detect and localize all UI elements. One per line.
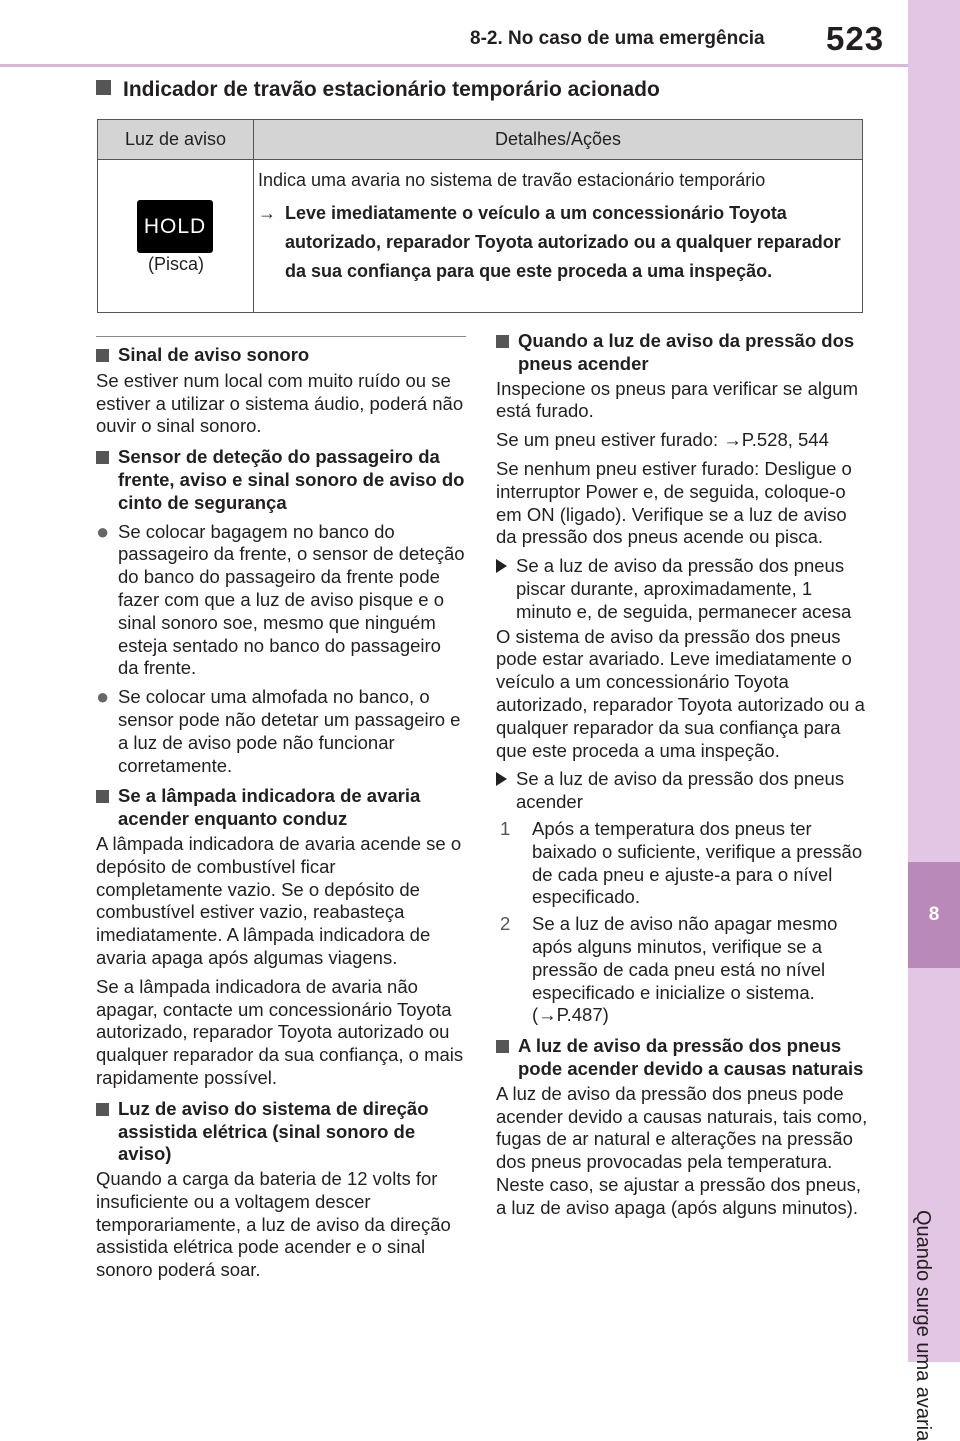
numbered-step: 1 Após a temperatura dos pneus ter baixado o suficiente, verifique a pressão de cada pneu e ajuste-a para o nível especificado. xyxy=(500,817,863,908)
square-bullet-icon xyxy=(96,349,109,362)
right-column xyxy=(496,322,868,1225)
warning-table xyxy=(97,119,863,313)
square-bullet-icon xyxy=(96,1103,109,1116)
paragraph: Inspecione os pneus para verificar se algum está furado. xyxy=(496,377,858,422)
chapter-title-text: Quando surge uma avaria xyxy=(912,1210,934,1441)
chapter-tab xyxy=(908,0,960,1362)
main-heading xyxy=(96,78,660,102)
paragraph: A lâmpada indicadora de avaria acende se o depósito de combustível ficar completamente vazio. Se o depósito de combustível estiver vazio, reabasteça imediatamente. A lâmpada indicadora de avaria apaga após algumas viagens. xyxy=(96,832,462,968)
subheading: Sinal de aviso sonoro xyxy=(96,344,466,368)
arrow-icon: → xyxy=(258,203,276,223)
square-bullet-icon xyxy=(496,335,509,348)
numbered-step: 2 Se a luz de aviso não apagar mesmo após alguns minutos, verifique se a pressão de cada pneu está no nível especificado e inicialize o sistema. (→P.487) xyxy=(500,913,838,1026)
list-item: Se a luz de aviso da pressão dos pneus piscar durante, aproximadamente, 1 minuto e, de seguida, permanecer acesa xyxy=(496,555,868,623)
header-rule xyxy=(0,64,908,67)
subheading: A luz de aviso da pressão dos pneus pode acender devido a causas naturais xyxy=(496,1035,868,1081)
paragraph: Quando a carga da bateria de 12 volts for insuficiente ou a voltagem descer temporariamente, a luz de aviso da direção assistida elétrica pode acender e o sinal sonoro poderá soar. xyxy=(96,1168,451,1281)
action-item xyxy=(258,199,856,286)
page-number: 523 xyxy=(826,20,885,57)
paragraph: Se a lâmpada indicadora de avaria não apagar, contacte um concessionário Toyota autorizado, reparador Toyota autorizado ou qualquer reparador da sua confiança, o mais rapidamente possível. xyxy=(96,975,464,1088)
subheading: Luz de aviso do sistema de direção assistida elétrica (sinal sonoro de aviso) xyxy=(96,1098,466,1166)
subheading: Se a lâmpada indicadora de avaria acender enquanto conduz xyxy=(96,785,466,831)
paragraph: Se estiver num local com muito ruído ou se estiver a utilizar o sistema áudio, poderá não ouvir o sinal sonoro. xyxy=(96,369,464,437)
square-bullet-icon xyxy=(96,451,109,464)
section-title: 8-2. No caso de uma emergência xyxy=(470,28,765,49)
subheading: Sensor de deteção do passageiro da frente, aviso e sinal sonoro de aviso do cinto de segurança xyxy=(96,446,466,514)
table-details xyxy=(258,168,856,286)
main-heading-text: Indicador de travão estacionário temporário acionado xyxy=(123,78,660,101)
square-bullet-icon xyxy=(496,1040,509,1053)
paragraph: Se um pneu estiver furado: →P.528, 544 xyxy=(496,429,829,451)
table-header-light: Luz de aviso xyxy=(98,120,254,160)
paragraph: O sistema de aviso da pressão dos pneus pode estar avariado. Leve imediatamente o veículo a um concessionário Toyota autorizado, reparador Toyota autorizado ou a qualquer reparador da sua confiança para que este proceda a uma inspeção. xyxy=(496,625,865,761)
hold-indicator-icon: HOLD xyxy=(137,200,213,253)
table-divider xyxy=(253,160,254,312)
table-header-details: Detalhes/Ações xyxy=(254,120,862,160)
paragraph: A luz de aviso da pressão dos pneus pode acender devido a causas naturais, tais como, fugas de ar natural e alterações na pressão dos pneus provocadas pela temperatura. Neste caso, se ajustar a pressão dos pneus, a luz de aviso apaga (após alguns minutos). xyxy=(496,1082,868,1218)
circle-bullet-icon: ● xyxy=(96,518,110,544)
details-text: Indica uma avaria no sistema de travão estacionário temporário xyxy=(258,170,766,190)
circle-bullet-icon: ● xyxy=(96,684,110,710)
square-bullet-icon xyxy=(96,80,111,95)
action-text: Leve imediatamente o veículo a um concessionário Toyota autorizado, reparador Toyota autorizado ou a qualquer reparador da sua confiança para que este proceda a uma inspeção. xyxy=(285,203,841,281)
paragraph: Se nenhum pneu estiver furado: Desligue o interruptor Power e, de seguida, coloque-o em ON (ligado). Verifique se a luz de aviso da pressão dos pneus acende ou pisca. xyxy=(496,457,852,548)
triangle-bullet-icon xyxy=(496,772,507,786)
chapter-number: 8 xyxy=(908,862,960,968)
list-item: ● Se colocar uma almofada no banco, o sensor pode não detetar um passageiro e a luz de aviso pode não funcionar corretamente. xyxy=(96,684,461,776)
square-bullet-icon xyxy=(96,790,109,803)
left-column xyxy=(96,336,466,1288)
triangle-bullet-icon xyxy=(496,559,507,573)
icon-caption: (Pisca) xyxy=(147,254,204,274)
list-item: ● Se colocar bagagem no banco do passageiro da frente, o sensor de deteção do banco do passageiro da frente pode fazer com que a luz de aviso pisque e o sinal sonoro soe, mesmo que ninguém esteja sentado no banco do passageiro da frente. xyxy=(96,518,465,679)
list-item: Se a luz de aviso da pressão dos pneus acender xyxy=(496,768,868,814)
subheading: Quando a luz de aviso da pressão dos pneus acender xyxy=(496,330,868,376)
